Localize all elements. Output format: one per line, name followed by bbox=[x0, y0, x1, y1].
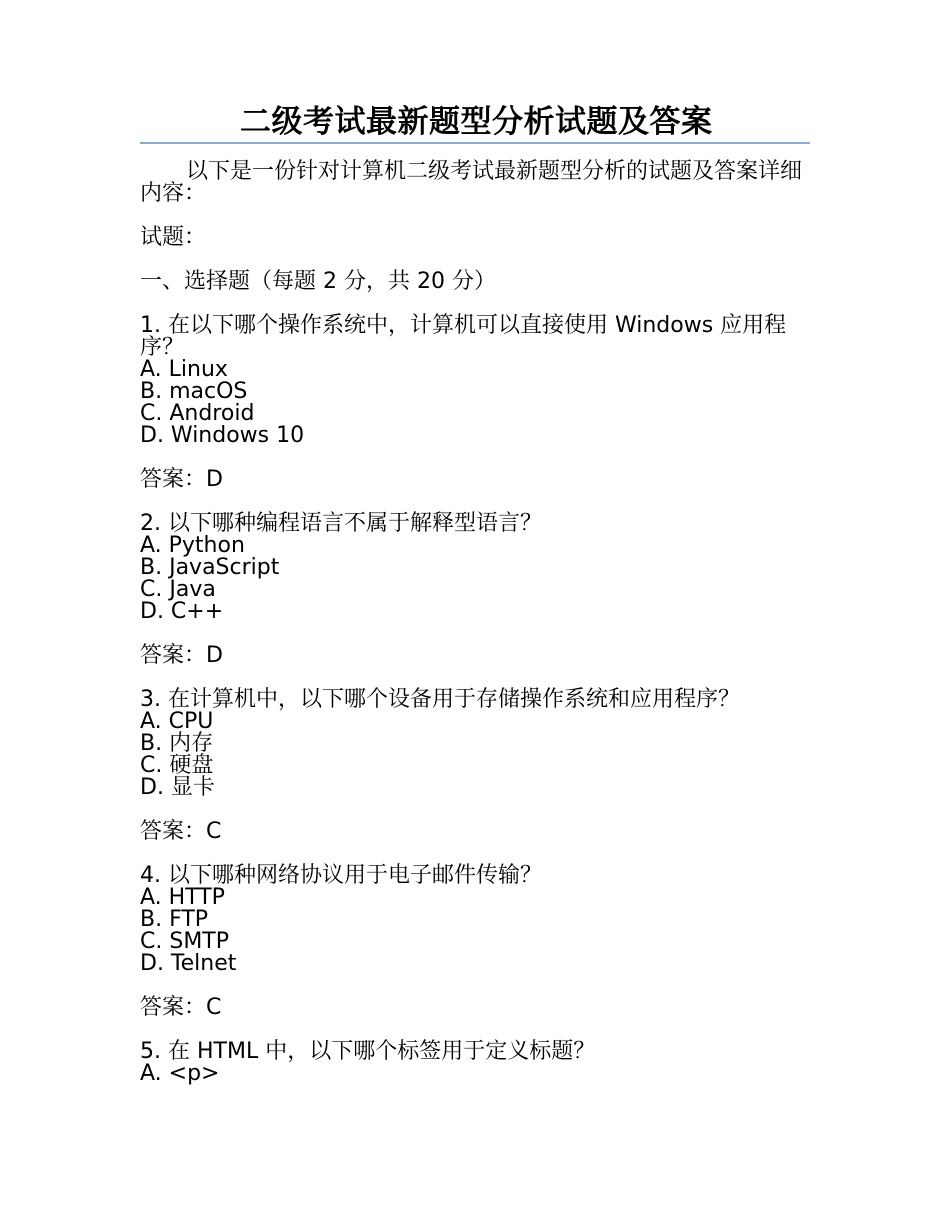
answer-text: 答案：D bbox=[140, 643, 223, 668]
option-b: B. JavaScript bbox=[140, 555, 280, 580]
option-a: A. Python bbox=[140, 533, 245, 558]
option-c: C. Android bbox=[140, 401, 255, 426]
document-title: 二级考试最新题型分析试题及答案 bbox=[240, 104, 713, 140]
option-d: D. 显卡 bbox=[140, 775, 215, 800]
intro-paragraph: 以下是一份针对计算机二级考试最新题型分析的试题及答案详细内容： bbox=[140, 159, 803, 206]
question-text: 2. 以下哪种编程语言不属于解释型语言？ bbox=[140, 511, 542, 536]
option-a: A. CPU bbox=[140, 709, 214, 734]
answer-text: 答案：C bbox=[140, 995, 222, 1020]
option-a: A. <p> bbox=[140, 1061, 220, 1086]
option-d: D. Telnet bbox=[140, 951, 237, 976]
option-c: C. 硬盘 bbox=[140, 753, 214, 778]
question-block bbox=[140, 689, 812, 799]
option-b: B. FTP bbox=[140, 907, 209, 932]
answer-text: 答案：C bbox=[140, 819, 222, 844]
document-body bbox=[140, 161, 812, 1107]
option-c: C. Java bbox=[140, 577, 216, 602]
option-d: D. Windows 10 bbox=[140, 423, 305, 448]
title-block bbox=[140, 98, 810, 144]
option-a: A. Linux bbox=[140, 357, 228, 382]
option-c: C. SMTP bbox=[140, 929, 229, 954]
answer-text: 答案：D bbox=[140, 467, 223, 492]
option-a: A. HTTP bbox=[140, 885, 225, 910]
question-text: 4. 以下哪种网络协议用于电子邮件传输？ bbox=[140, 863, 542, 888]
option-b: B. macOS bbox=[140, 379, 248, 404]
question-block bbox=[140, 315, 812, 447]
question-block bbox=[140, 513, 812, 623]
question-block bbox=[140, 865, 812, 975]
option-d: D. C++ bbox=[140, 599, 224, 624]
question-text: 5. 在 HTML 中，以下哪个标签用于定义标题？ bbox=[140, 1039, 596, 1064]
option-b: B. 内存 bbox=[140, 731, 214, 756]
question-text: 3. 在计算机中，以下哪个设备用于存储操作系统和应用程序？ bbox=[140, 687, 740, 712]
section-heading: 一、选择题（每题 2 分，共 20 分） bbox=[140, 269, 496, 294]
questions-label: 试题： bbox=[140, 225, 207, 250]
question-block bbox=[140, 1041, 812, 1085]
question-text: 1. 在以下哪个操作系统中，计算机可以直接使用 Windows 应用程序？ bbox=[140, 313, 787, 360]
